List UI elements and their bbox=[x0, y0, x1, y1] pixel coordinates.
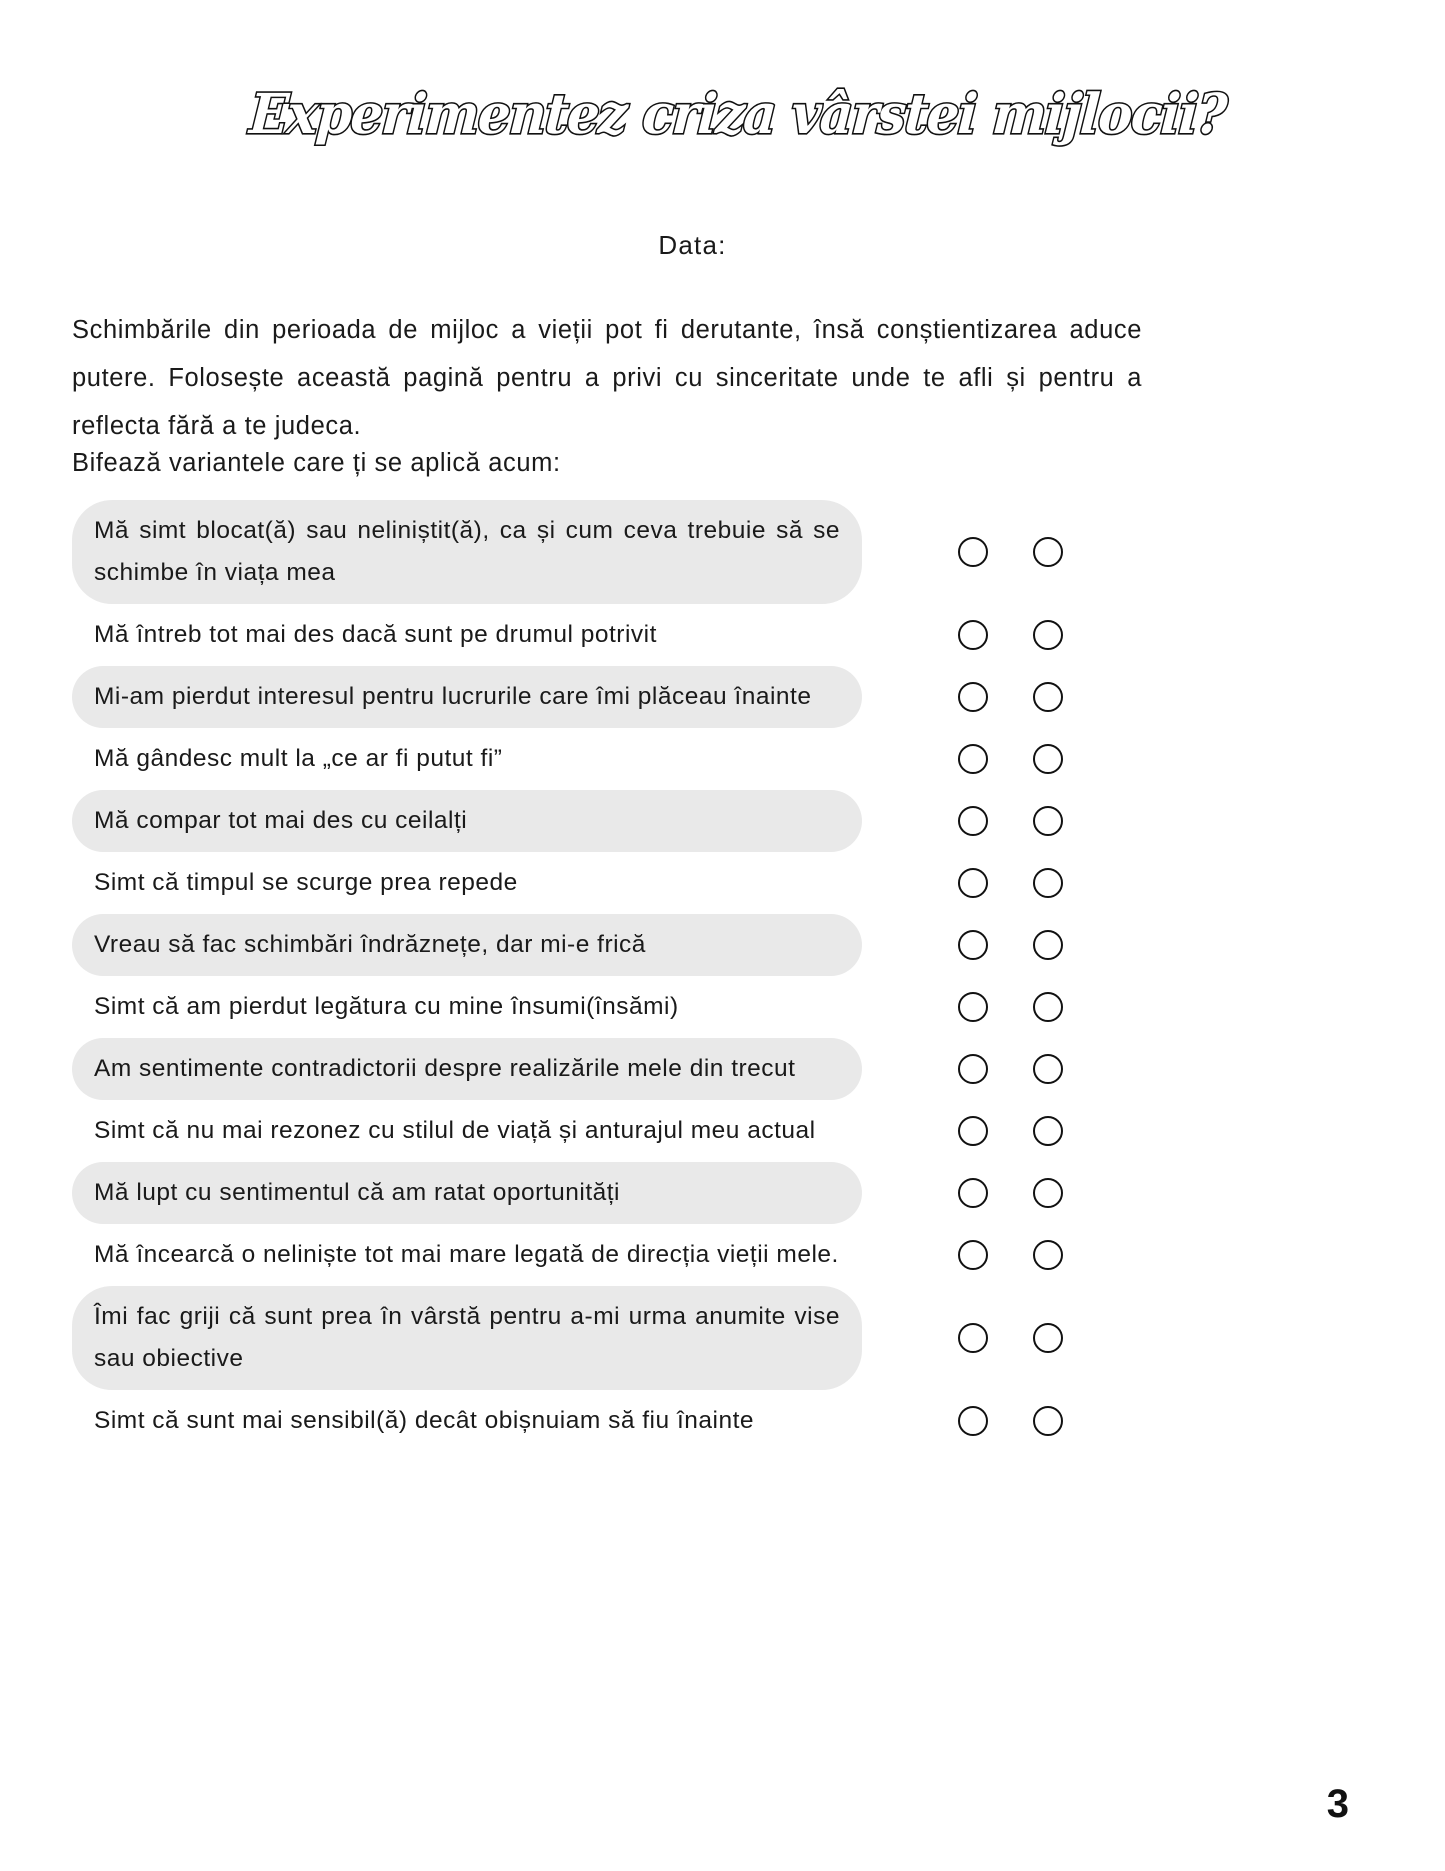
question-row bbox=[72, 1162, 1377, 1224]
answer-option-yes[interactable] bbox=[958, 992, 999, 1022]
radio-no-icon[interactable] bbox=[1033, 930, 1063, 960]
answer-option-yes[interactable] bbox=[958, 537, 999, 567]
question-line: anumite vise sau obiective bbox=[94, 1303, 840, 1372]
question-text-cell bbox=[72, 1100, 862, 1162]
radio-no-icon[interactable] bbox=[1033, 806, 1063, 836]
checklist-prompt: Bifează variantele care ți se aplică acum: bbox=[72, 449, 561, 477]
questions-list bbox=[72, 500, 1377, 1452]
answer-option-no[interactable] bbox=[1033, 992, 1074, 1022]
answer-option-yes[interactable] bbox=[958, 1406, 999, 1436]
question-text-cell bbox=[72, 790, 862, 852]
question-text bbox=[72, 728, 862, 790]
radio-yes-icon[interactable] bbox=[958, 620, 988, 650]
question-line: plăceau înainte bbox=[637, 683, 812, 710]
question-text-cell bbox=[72, 914, 862, 976]
question-text-cell bbox=[72, 1162, 862, 1224]
answer-option-no[interactable] bbox=[1033, 682, 1074, 712]
answer-option-no[interactable] bbox=[1033, 1116, 1074, 1146]
question-line: Mi-am pierdut interesul pentru lucrurile care îmi bbox=[94, 683, 631, 710]
question-row bbox=[72, 500, 1377, 604]
answer-option-no[interactable] bbox=[1033, 1240, 1074, 1270]
radio-yes-icon[interactable] bbox=[958, 992, 988, 1022]
question-text-cell bbox=[72, 728, 862, 790]
page-title-container bbox=[0, 81, 1445, 146]
answer-option-yes[interactable] bbox=[958, 1178, 999, 1208]
answer-options bbox=[862, 744, 1377, 774]
answer-option-no[interactable] bbox=[1033, 930, 1074, 960]
question-text-cell bbox=[72, 1038, 862, 1100]
radio-yes-icon[interactable] bbox=[958, 744, 988, 774]
answer-options bbox=[862, 1406, 1377, 1436]
answer-option-yes[interactable] bbox=[958, 1323, 999, 1353]
answer-option-yes[interactable] bbox=[958, 1240, 999, 1270]
question-text-cell bbox=[72, 1224, 862, 1286]
radio-no-icon[interactable] bbox=[1033, 682, 1063, 712]
answer-option-yes[interactable] bbox=[958, 1054, 999, 1084]
radio-yes-icon[interactable] bbox=[958, 868, 988, 898]
radio-no-icon[interactable] bbox=[1033, 537, 1063, 567]
radio-yes-icon[interactable] bbox=[958, 806, 988, 836]
question-row bbox=[72, 1286, 1377, 1390]
question-line: Mă simt blocat(ă) sau neliniștit(ă), ca și cum ceva bbox=[94, 517, 678, 544]
question-line: din trecut bbox=[689, 1055, 796, 1082]
question-text bbox=[72, 500, 862, 604]
question-row bbox=[72, 604, 1377, 666]
question-line: Simt că sunt mai sensibil(ă) decât obișnuiam să fiu bbox=[94, 1407, 670, 1434]
question-line: Mă lupt cu sentimentul că am ratat oportunități bbox=[94, 1179, 621, 1206]
question-line: Simt că am pierdut legătura cu mine însumi(însămi) bbox=[94, 993, 679, 1020]
answer-option-yes[interactable] bbox=[958, 620, 999, 650]
radio-yes-icon[interactable] bbox=[958, 1178, 988, 1208]
question-line: direcția vieții mele. bbox=[626, 1241, 839, 1268]
question-row bbox=[72, 1100, 1377, 1162]
question-row bbox=[72, 790, 1377, 852]
question-text-cell bbox=[72, 604, 862, 666]
question-row bbox=[72, 666, 1377, 728]
question-line: Mă gândesc mult la „ce ar fi putut fi” bbox=[94, 745, 503, 772]
radio-no-icon[interactable] bbox=[1033, 1054, 1063, 1084]
date-field-row bbox=[0, 230, 1445, 261]
answer-option-yes[interactable] bbox=[958, 806, 999, 836]
question-row bbox=[72, 1390, 1377, 1452]
question-text-cell bbox=[72, 500, 862, 604]
answer-options bbox=[862, 992, 1377, 1022]
question-text-cell bbox=[72, 666, 862, 728]
answer-option-yes[interactable] bbox=[958, 868, 999, 898]
answer-options bbox=[862, 682, 1377, 712]
question-line: Mă compar tot mai des cu ceilalți bbox=[94, 807, 468, 834]
question-text bbox=[72, 1224, 862, 1286]
question-line: Simt că timpul se scurge prea repede bbox=[94, 869, 518, 896]
question-text-cell bbox=[72, 1286, 862, 1390]
answer-option-no[interactable] bbox=[1033, 1054, 1074, 1084]
question-text bbox=[72, 666, 862, 728]
answer-option-no[interactable] bbox=[1033, 744, 1074, 774]
answer-option-no[interactable] bbox=[1033, 806, 1074, 836]
intro-line-1: Schimbările din perioada de mijloc a vieții pot fi derutante, însă conștientizarea bbox=[72, 316, 1058, 344]
radio-yes-icon[interactable] bbox=[958, 1240, 988, 1270]
answer-option-no[interactable] bbox=[1033, 1178, 1074, 1208]
radio-no-icon[interactable] bbox=[1033, 1406, 1063, 1436]
radio-yes-icon[interactable] bbox=[958, 1323, 988, 1353]
question-text bbox=[72, 976, 862, 1038]
question-line: actual bbox=[747, 1117, 816, 1144]
answer-option-yes[interactable] bbox=[958, 1116, 999, 1146]
question-text bbox=[72, 1390, 862, 1452]
radio-no-icon[interactable] bbox=[1033, 1116, 1063, 1146]
question-text-cell bbox=[72, 852, 862, 914]
answer-options bbox=[862, 806, 1377, 836]
radio-no-icon[interactable] bbox=[1033, 1178, 1063, 1208]
question-row bbox=[72, 976, 1377, 1038]
date-label: Data: bbox=[658, 230, 727, 260]
question-text-cell bbox=[72, 976, 862, 1038]
question-text bbox=[72, 604, 862, 666]
page-number: 3 bbox=[1326, 1782, 1349, 1826]
answer-option-no[interactable] bbox=[1033, 1406, 1074, 1436]
radio-no-icon[interactable] bbox=[1033, 620, 1063, 650]
question-text bbox=[72, 852, 862, 914]
radio-no-icon[interactable] bbox=[1033, 992, 1063, 1022]
answer-option-yes[interactable] bbox=[958, 682, 999, 712]
answer-options bbox=[862, 1116, 1377, 1146]
radio-yes-icon[interactable] bbox=[958, 1116, 988, 1146]
answer-options bbox=[862, 930, 1377, 960]
answer-option-yes[interactable] bbox=[958, 930, 999, 960]
question-text bbox=[72, 1038, 862, 1100]
question-text bbox=[72, 1286, 862, 1390]
question-line: Îmi fac griji că sunt prea în vârstă pentru a-mi urma bbox=[94, 1303, 687, 1330]
question-row bbox=[72, 1224, 1377, 1286]
page-title: Experimentez criza vârstei mijlocii? bbox=[247, 81, 1228, 146]
question-row bbox=[72, 1038, 1377, 1100]
radio-yes-icon[interactable] bbox=[958, 1406, 988, 1436]
radio-no-icon[interactable] bbox=[1033, 1323, 1063, 1353]
question-line: Mă încearcă o neliniște tot mai mare legată de bbox=[94, 1241, 620, 1268]
question-text-cell bbox=[72, 1390, 862, 1452]
answer-option-no[interactable] bbox=[1033, 868, 1074, 898]
question-text bbox=[72, 1162, 862, 1224]
answer-option-no[interactable] bbox=[1033, 620, 1074, 650]
question-text bbox=[72, 790, 862, 852]
radio-yes-icon[interactable] bbox=[958, 537, 988, 567]
intro-paragraph bbox=[72, 306, 1142, 450]
question-line: Vreau să fac schimbări îndrăznețe, dar mi-e frică bbox=[94, 931, 646, 958]
radio-no-icon[interactable] bbox=[1033, 1240, 1063, 1270]
answer-option-yes[interactable] bbox=[958, 744, 999, 774]
question-line: Mă întreb tot mai des dacă sunt pe drumul potrivit bbox=[94, 621, 657, 648]
answer-option-no[interactable] bbox=[1033, 537, 1074, 567]
question-row bbox=[72, 852, 1377, 914]
question-line: Am sentimente contradictorii despre realizările mele bbox=[94, 1055, 683, 1082]
question-row bbox=[72, 914, 1377, 976]
answer-options bbox=[862, 868, 1377, 898]
answer-options bbox=[862, 1240, 1377, 1270]
question-text bbox=[72, 914, 862, 976]
radio-yes-icon[interactable] bbox=[958, 682, 988, 712]
answer-options bbox=[862, 537, 1377, 567]
question-row bbox=[72, 728, 1377, 790]
question-line: Simt că nu mai rezonez cu stilul de viață și anturajul meu bbox=[94, 1117, 740, 1144]
question-line: înainte bbox=[676, 1407, 755, 1434]
radio-no-icon[interactable] bbox=[1033, 744, 1063, 774]
answer-option-no[interactable] bbox=[1033, 1323, 1074, 1353]
question-text bbox=[72, 1100, 862, 1162]
answer-options bbox=[862, 1178, 1377, 1208]
answer-options bbox=[862, 620, 1377, 650]
answer-options bbox=[862, 1054, 1377, 1084]
answer-options bbox=[862, 1323, 1377, 1353]
question-line: trebuie să se schimbe în viața mea bbox=[94, 517, 841, 586]
intro-line-3: pentru a reflecta fără a te judeca. bbox=[72, 364, 1142, 440]
radio-yes-icon[interactable] bbox=[958, 930, 988, 960]
radio-no-icon[interactable] bbox=[1033, 868, 1063, 898]
intro-line-2: aduce putere. Folosește această pagină pentru a privi cu sinceritate unde te afli și bbox=[72, 316, 1142, 392]
radio-yes-icon[interactable] bbox=[958, 1054, 988, 1084]
